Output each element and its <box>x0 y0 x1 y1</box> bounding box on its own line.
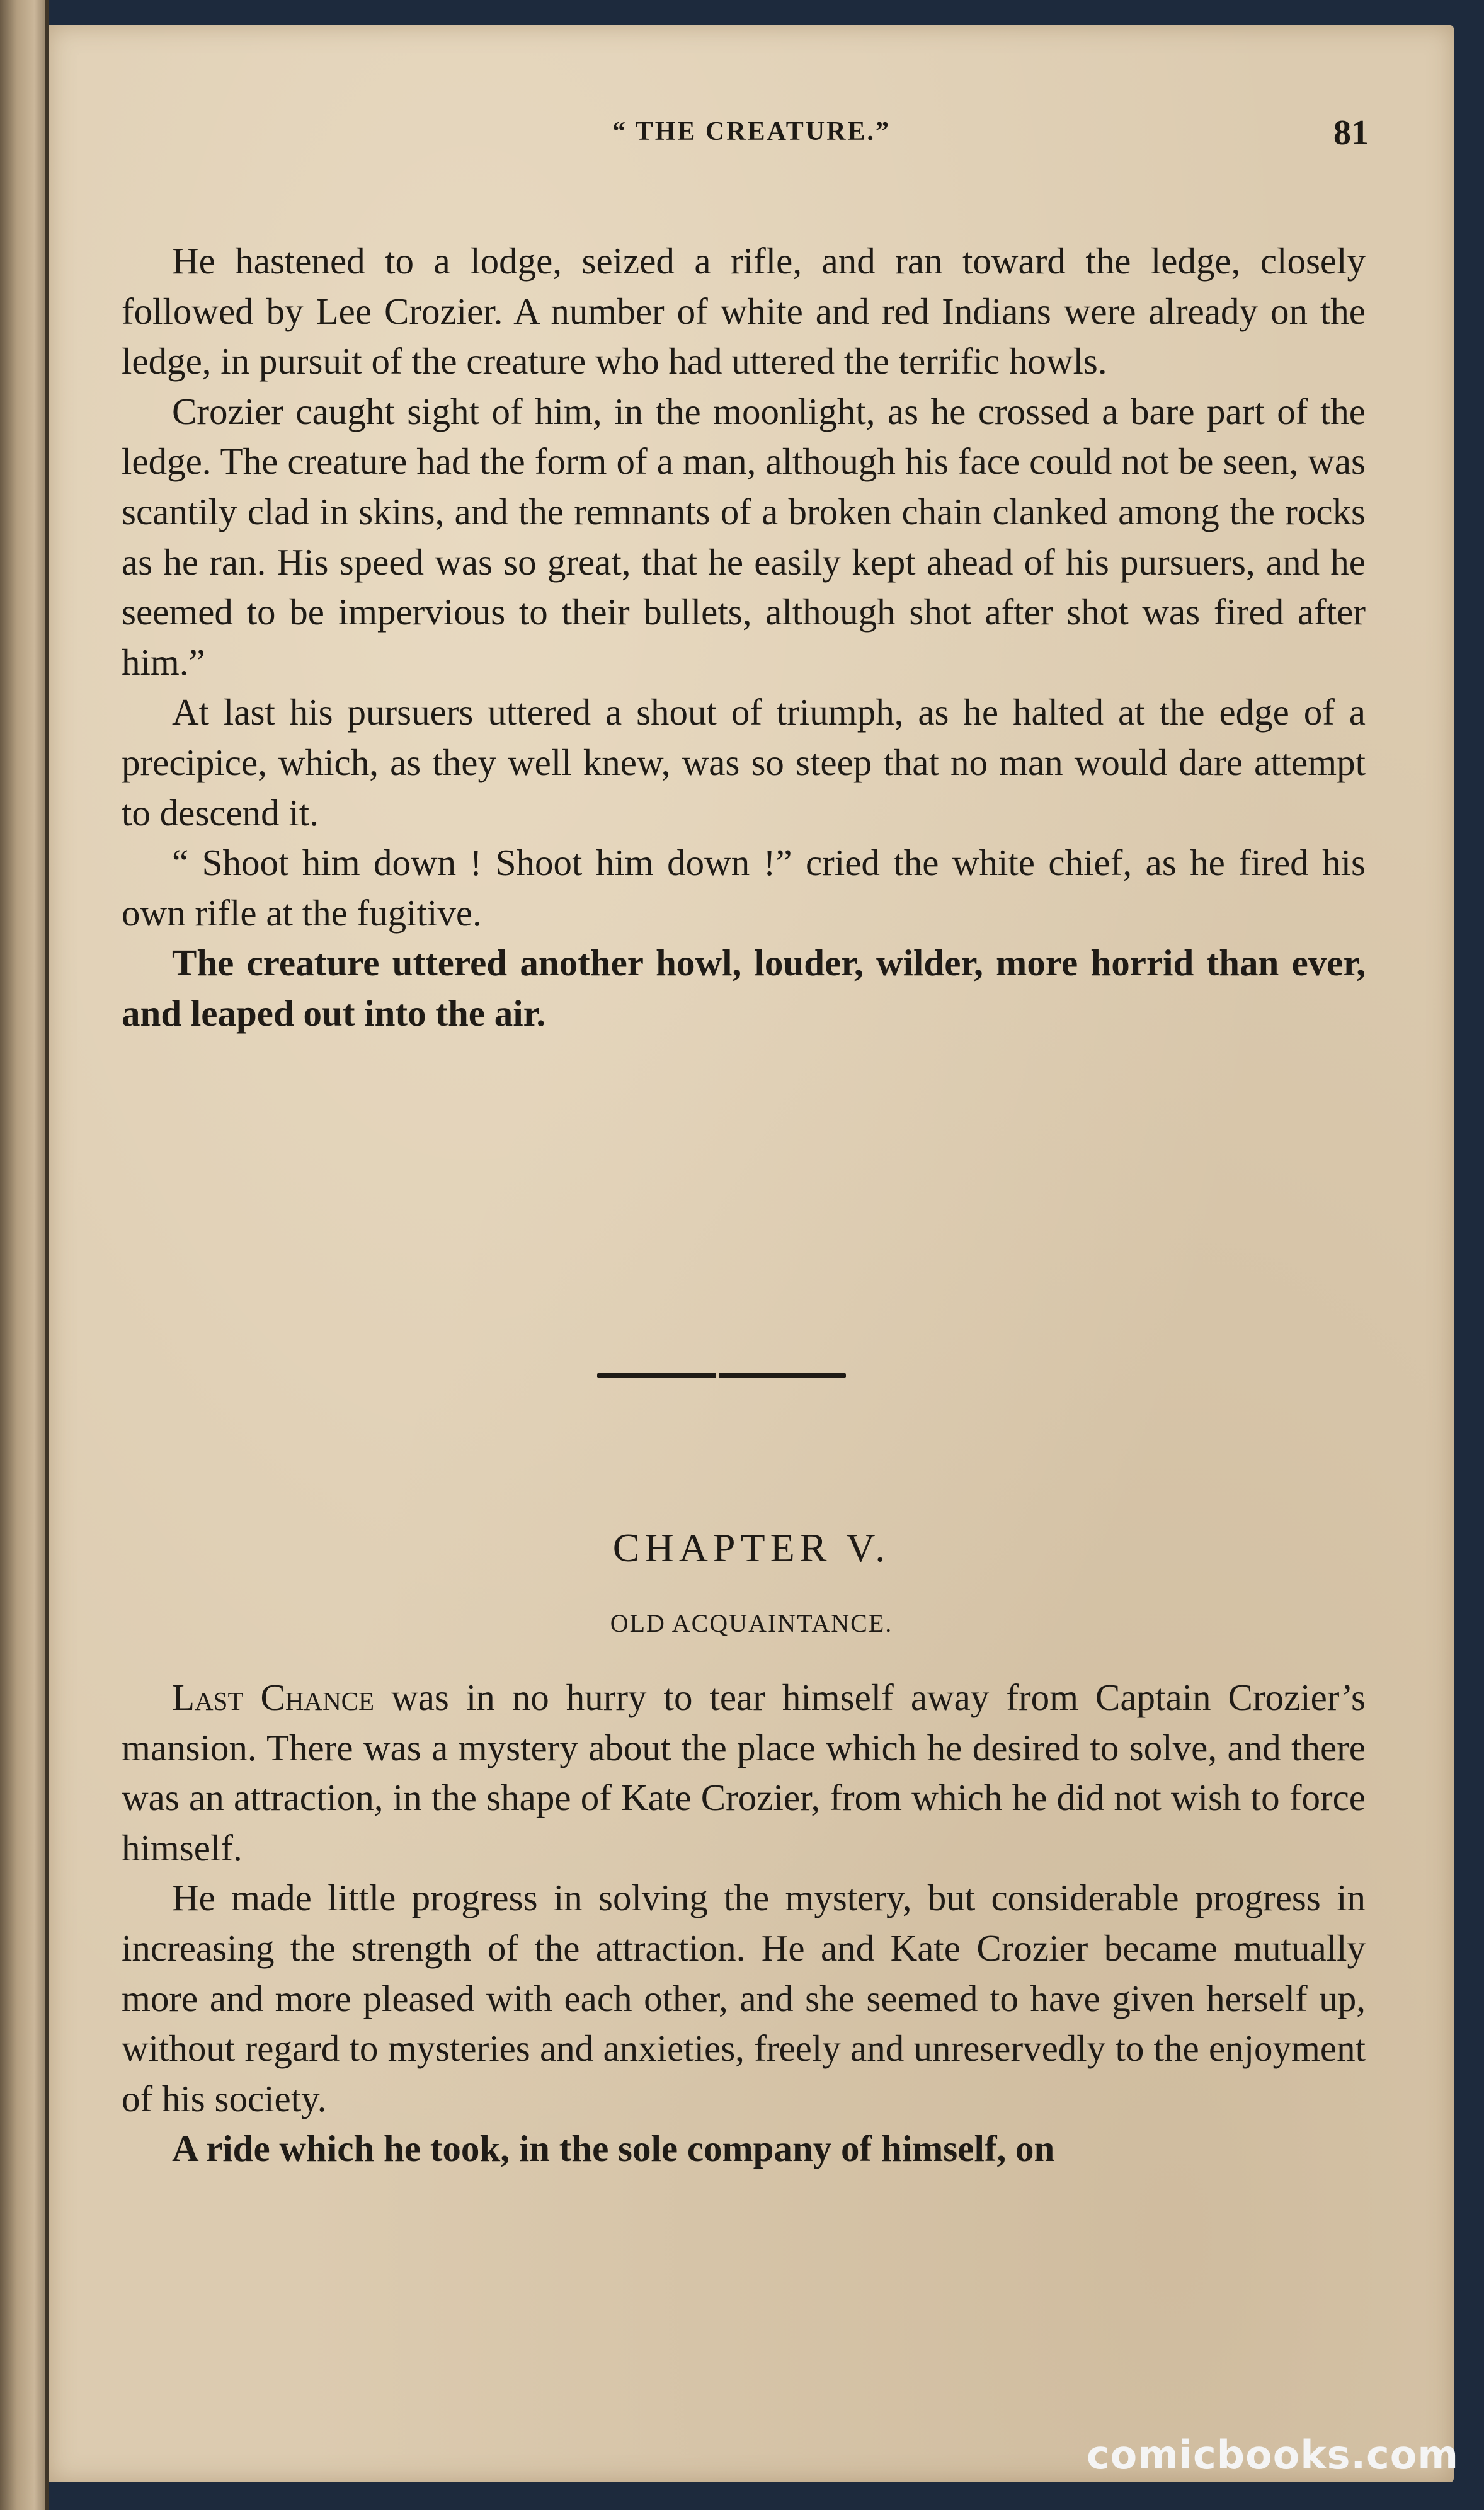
paragraph-opening <box>122 1673 1366 1873</box>
section-divider-rule <box>597 1373 846 1378</box>
paragraph: He hastened to a lodge, seized a rifle, and ran toward the ledge, closely followed by Lee Crozier. A number of white and red Indians were already on the ledge, in pursuit of the creature who had uttered the terrific howls. <box>122 240 1366 382</box>
paragraph: The creature uttered another howl, louder, wilder, more horrid than ever, and leaped out into the air. <box>122 942 1366 1034</box>
paragraph: At last his pursuers uttered a shout of triumph, as he halted at the edge of a precipice, which, as they well knew, was so steep that no man would dare attempt to descend it. <box>122 691 1366 834</box>
chapter-heading: CHAPTER V. <box>612 1525 891 1570</box>
watermark: comicbooks.com <box>1086 2432 1459 2478</box>
book-page <box>49 25 1454 2482</box>
book-spine-edge <box>0 0 49 2510</box>
chapter-subtitle: OLD ACQUAINTANCE. <box>610 1609 893 1637</box>
body-text-section-one <box>122 236 1366 1039</box>
paragraph: A ride which he took, in the sole company of himself, on <box>172 2128 1055 2170</box>
running-title: “ THE CREATURE.” <box>612 117 891 146</box>
page-header <box>49 113 1454 154</box>
paragraph-opening-text: was in no hurry to tear himself away from Captain Crozier’s mansion. There was a mystery about the place which he desired to solve, and there was an attraction, in the shape of Kate Crozier, from which he did not wish to force himself. <box>122 1676 1366 1869</box>
paragraph: Crozier caught sight of him, in the moonlight, as he crossed a bare part of the ledge. The creature had the form of a man, although his face could not be seen, was scantily clad in skins, and the remnants of a broken chain clanked among the rocks as he ran. His speed was so great, that he easily kept ahead of his pursuers, and he seemed to be impervious to their bullets, although shot after shot was fired after him.” <box>122 390 1366 683</box>
page-number: 81 <box>1333 113 1369 152</box>
lead-small-caps: Last Chance <box>172 1676 375 1718</box>
paragraph: “ Shoot him down ! Shoot him down !” cried the white chief, as he fired his own rifle at the fugitive. <box>122 842 1366 934</box>
paragraph: He made little progress in solving the mystery, but considerable progress in increasing the strength of the attraction. He and Kate Crozier became mutually more and more pleased with each other, and she seemed to have given herself up, without regard to mysteries and anxieties, freely and unreservedly to the enjoyment of his society. <box>122 1877 1366 2119</box>
body-text-section-two <box>122 1673 1366 2174</box>
